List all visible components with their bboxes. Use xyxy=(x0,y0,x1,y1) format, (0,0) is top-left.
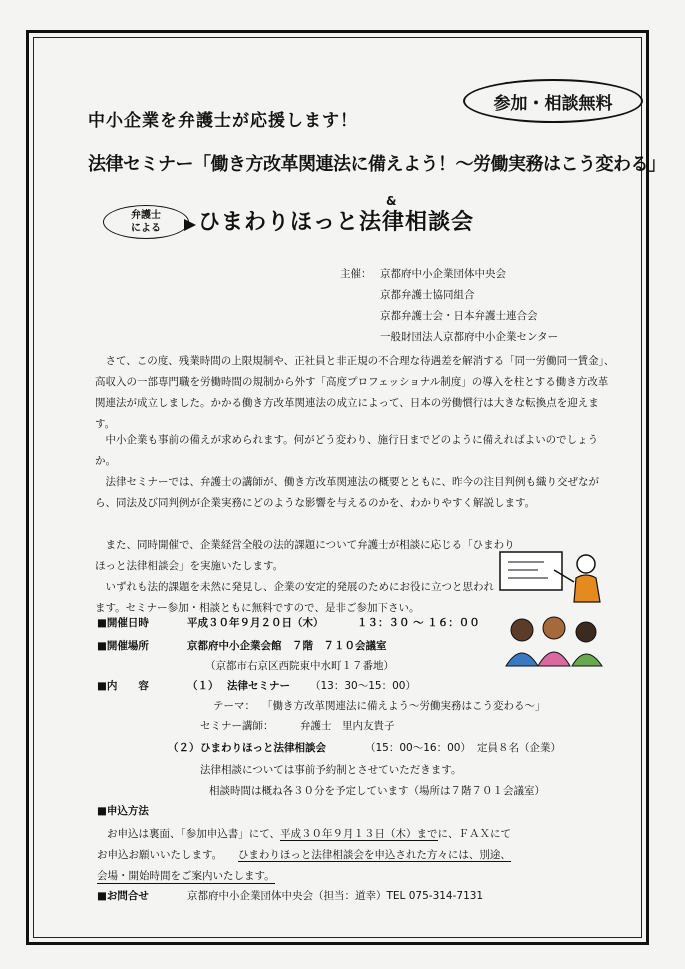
theme-value: 「働き方改革関連法に備えよう～労働実務はこう変わる～」 xyxy=(262,700,546,712)
body-paragraph-4: また、同時開催で、企業経営全般の法的課題について弁護士が相談に応じる「ひまわりほっと法律相談会」を実施いたします。 xyxy=(95,539,515,572)
contact-label: ■お問合せ xyxy=(97,890,149,902)
apply-line-1a: お申込は裏面、「参加申込書」にて、 xyxy=(107,828,281,840)
ampersand: & xyxy=(386,194,397,208)
apply-line-2a: お申込お願いいたします。 xyxy=(97,849,217,861)
body-paragraph-5: いずれも法的課題を未然に発見し、企業の安定的発展のためにお役に立つと思われます。セミナー参加・相談ともに無料ですので、是非ご参加下さい。 xyxy=(95,581,494,614)
headline-consultation: ひまわりほっと法律相談会 xyxy=(198,210,475,235)
headline-support: 中小企業を弁護士が応援します！ xyxy=(88,111,358,131)
item2-title: ひまわりほっと法律相談会 xyxy=(200,742,326,754)
organizer-4: 一般財団法人京都府中小企業センター xyxy=(380,331,559,343)
venue-label: ■開催場所 xyxy=(97,640,149,652)
consult-note-1: 法律相談については事前予約制とさせていただきます。 xyxy=(200,764,462,776)
apply-line-3: 会場・開始時間をご案内いたします。 xyxy=(97,870,275,882)
free-badge: 参加・相談無料 xyxy=(463,79,643,123)
time-value: １３：３０ ～ １６：００ xyxy=(357,617,480,629)
body-paragraph-3: 法律セミナーでは、弁護士の講師が、働き方改革関連法の概要とともに、昨今の注目判例も織り交ぜながら、同法及び同判例が企業実務にどのような影響を与えるのかを、わかりやすく解説します。 xyxy=(95,476,599,509)
theme-label: テーマ： xyxy=(213,700,255,712)
contact-value: 京都府中小企業団体中央会（担当：道幸）TEL 075-314-7131 xyxy=(187,890,484,902)
date-label: ■開催日時 xyxy=(97,617,149,629)
item2-number: （２） xyxy=(168,742,200,754)
seminar-illustration xyxy=(492,548,617,668)
body-paragraph-1: さて、この度、残業時間の上限規制や、正社員と非正規の不合理な待遇差を解消する「同一労働同一賃金」、高収入の一部専門職を労働時間の規制から外す「高度プロフェッショナル制度」の導入を柱とする働き方改革関連法が成立しました。かかる働き方改革関連法の成立によって、日本の労働慣行は大きな転換点を迎えます。 xyxy=(95,355,615,430)
bubble-line1: 弁護士 xyxy=(131,210,161,221)
item2-time: （15：00～16：00） xyxy=(365,742,471,754)
body-paragraph-2: 中小企業も事前の備えが求められます。何がどう変わり、施行日までどのように備えればよいのでしょうか。 xyxy=(95,434,599,467)
date-value: 平成３０年９月２０日（木） xyxy=(187,617,324,629)
apply-deadline: 平成３０年９月１３日（木）まで xyxy=(280,828,438,840)
organizer-1: 京都府中小企業団体中央会 xyxy=(380,268,506,280)
apply-line-1c: に、ＦＡＸにて xyxy=(437,828,512,840)
headline-seminar: 法律セミナー「働き方改革関連法に備えよう！～労働実務はこう変わる」 xyxy=(88,154,666,175)
speech-bubble xyxy=(103,205,189,239)
bubble-tail xyxy=(184,219,196,231)
organizer-2: 京都弁護士協同組合 xyxy=(380,289,475,301)
item1-time: （13：30～15：00） xyxy=(310,680,416,692)
apply-label: ■申込方法 xyxy=(97,805,149,817)
consult-note-2: 相談時間は概ね各３０分を予定しています（場所は７階７０１会議室） xyxy=(209,785,545,797)
item1-title: 法律セミナー xyxy=(227,680,290,692)
venue-value: 京都府中小企業会館 ７階 ７１０会議室 xyxy=(187,640,387,652)
organizer-label: 主催： xyxy=(340,268,372,280)
apply-line-2 xyxy=(97,847,511,862)
apply-line-2b: ひまわりほっと法律相談会を申込された方々には、別途、 xyxy=(237,849,511,861)
content-label: ■内 容 xyxy=(97,680,149,692)
apply-line-1 xyxy=(107,826,511,841)
lecturer-label: セミナー講師： xyxy=(200,720,274,732)
venue-address: （京都市右京区西院東中水町１７番地） xyxy=(205,660,394,672)
bubble-line2: による xyxy=(131,223,161,234)
organizer-3: 京都弁護士会・日本弁護士連合会 xyxy=(380,310,538,322)
item1-number: （１） xyxy=(187,680,219,692)
lecturer-value: 弁護士 里内友貴子 xyxy=(300,720,395,732)
item2-capacity: 定員８名（企業） xyxy=(477,742,561,754)
